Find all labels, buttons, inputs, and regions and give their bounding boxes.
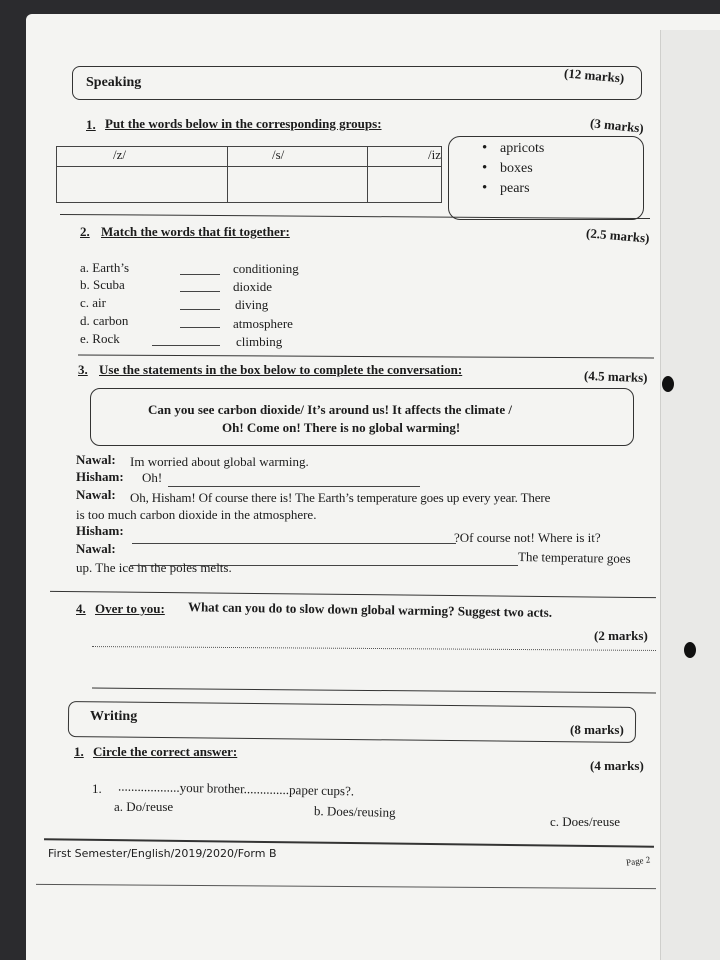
- list-item: • pears: [478, 181, 544, 201]
- dialogue-line: ?Of course not! Where is it?: [454, 530, 601, 545]
- q2-instruction: Match the words that fit together:: [101, 224, 290, 239]
- binder-hole: [662, 376, 674, 392]
- list-item: • apricots: [478, 141, 544, 161]
- page-number: Page 2: [625, 854, 651, 868]
- next-page-edge: [660, 30, 720, 960]
- table-header-z: /z/: [57, 147, 228, 167]
- q1-marks: (3 marks): [589, 115, 645, 136]
- speaking-marks: (12 marks): [563, 65, 625, 86]
- list-item: • boxes: [478, 161, 544, 181]
- binder-hole: [684, 642, 696, 658]
- match-blank: [180, 291, 220, 292]
- statements-line-2: Oh! Come on! There is no global warming!: [222, 420, 461, 435]
- table-cell: [57, 167, 228, 203]
- match-left-c: c. air: [80, 295, 106, 310]
- footer-text: First Semester/English/2019/2020/Form B: [48, 847, 277, 860]
- match-left-a: a. Earth’s: [80, 260, 130, 275]
- word-list: [478, 141, 544, 201]
- q3-instruction: Use the statements in the box below to complete the conversation:: [99, 362, 463, 377]
- q4-label: Over to you:: [95, 601, 165, 616]
- dialogue-line: up. The ice in the poles melts.: [76, 560, 232, 575]
- writing-marks: (8 marks): [570, 722, 624, 737]
- match-left-d: d. carbon: [80, 313, 129, 328]
- w1-number: 1.: [74, 744, 84, 759]
- match-right-2: dioxide: [233, 279, 272, 294]
- answer-blank: [132, 543, 456, 544]
- speaker-nawal: Nawal:: [76, 452, 116, 467]
- q3-marks: (4.5 marks): [583, 367, 648, 386]
- q2-marks: (2.5 marks): [585, 225, 651, 246]
- sound-groups-table: [56, 146, 442, 203]
- dialogue-line: Oh!: [142, 470, 163, 485]
- match-left-b: b. Scuba: [80, 277, 125, 292]
- dialogue-line: The temperature goes: [517, 549, 631, 566]
- statements-line-1: Can you see carbon dioxide/ It’s around us! It affects the climate /: [148, 402, 512, 417]
- writing-header-box: [68, 701, 636, 743]
- item-number: 1.: [92, 781, 102, 796]
- match-right-5: climbing: [236, 334, 283, 349]
- speaker-nawal: Nawal:: [76, 487, 116, 502]
- match-left-e: e. Rock: [80, 331, 120, 346]
- answer-blank: [168, 486, 420, 487]
- section-title-writing: Writing: [90, 709, 138, 724]
- q3-number: 3.: [78, 362, 88, 377]
- match-blank: [180, 327, 220, 328]
- option-a: a. Do/reuse: [114, 799, 174, 814]
- item-sentence: ...................your brother..............paper cups?.: [117, 778, 355, 799]
- speaker-nawal: Nawal:: [76, 541, 116, 556]
- q4-question: What can you do to slow down global warming? Suggest two acts.: [187, 599, 553, 620]
- match-right-3: diving: [235, 297, 269, 312]
- dialogue-line: Oh, Hisham! Of course there is! The Earth’s temperature goes up every year. There: [130, 490, 551, 505]
- match-blank: [152, 345, 220, 346]
- match-right-1: conditioning: [233, 261, 299, 276]
- speaking-header-box: [72, 66, 642, 100]
- table-header-s: /s/: [227, 147, 367, 167]
- table-cell: [227, 167, 367, 203]
- match-blank: [180, 274, 220, 275]
- match-right-4: atmosphere: [233, 316, 293, 331]
- dialogue-line: Im worried about global warming.: [130, 454, 309, 469]
- speaker-hisham: Hisham:: [76, 469, 124, 484]
- table-cell: [368, 167, 442, 203]
- w1-marks: (4 marks): [590, 758, 644, 773]
- q1-instruction: Put the words below in the corresponding groups:: [105, 116, 382, 131]
- option-b: b. Does/reusing: [313, 803, 396, 820]
- q4-number: 4.: [76, 601, 86, 616]
- option-c: c. Does/reuse: [550, 814, 621, 829]
- w1-instruction: Circle the correct answer:: [93, 744, 238, 759]
- match-blank: [180, 309, 220, 310]
- table-header-iz: /iz: [368, 147, 442, 167]
- speaker-hisham: Hisham:: [76, 523, 124, 538]
- q4-marks: (2 marks): [594, 628, 648, 643]
- q1-number: 1.: [86, 117, 96, 132]
- dialogue-line: is too much carbon dioxide in the atmosphere.: [76, 507, 317, 522]
- section-title-speaking: Speaking: [86, 75, 142, 90]
- q2-number: 2.: [80, 224, 90, 239]
